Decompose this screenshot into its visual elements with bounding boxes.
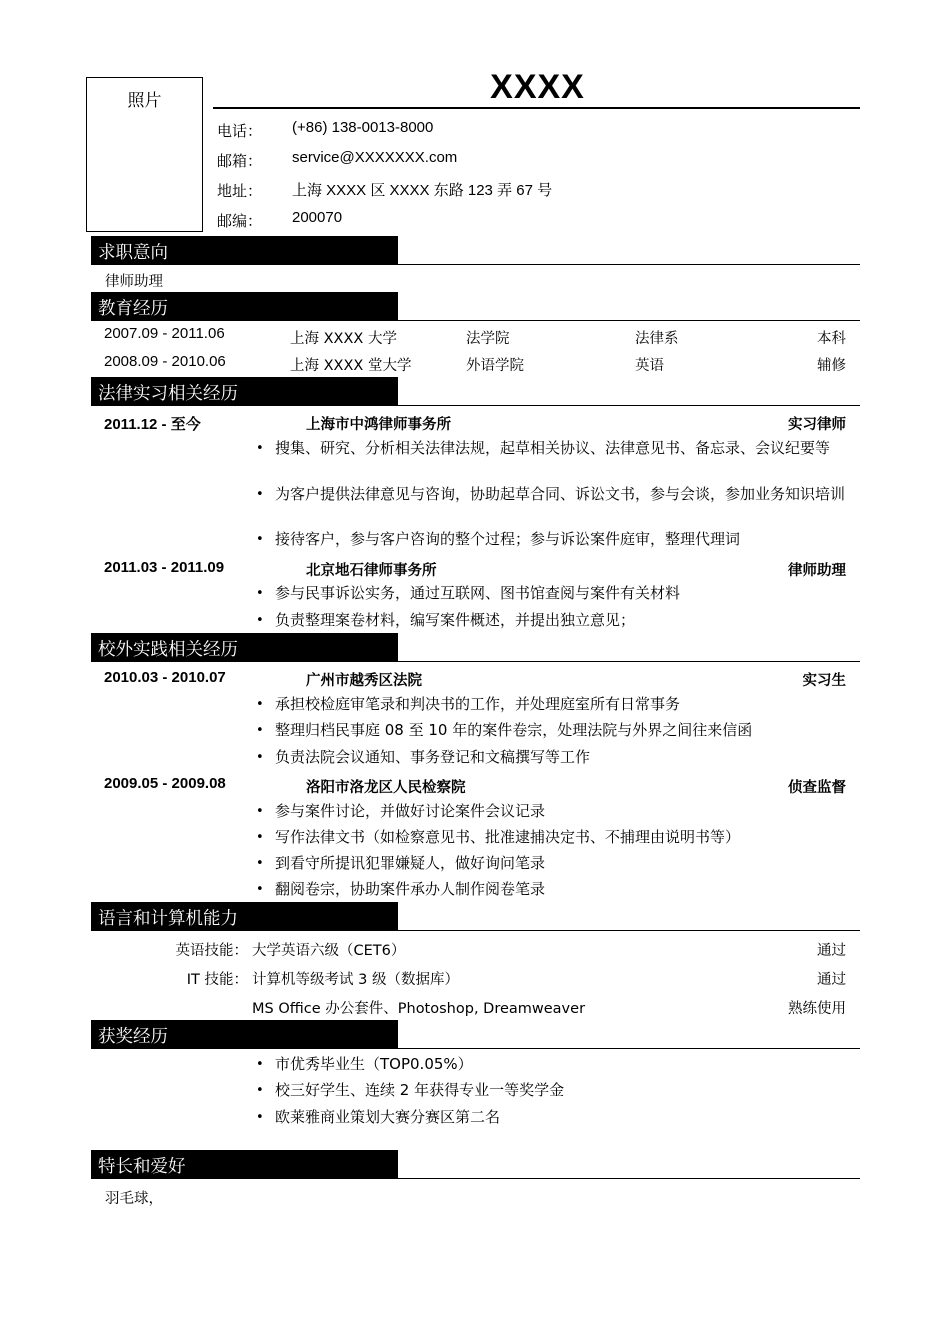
section-skills [91, 902, 860, 931]
address-value: 上海 XXXX 区 XXXX 东路 123 弄 67 号 [292, 182, 553, 199]
postcode-value: 200070 [292, 209, 343, 226]
objective-text: 律师助理 [105, 274, 163, 290]
section-title: 校外实践相关经历 [98, 640, 238, 660]
bullet-icon: • [256, 1110, 264, 1125]
job-bullet: 接待客户，参与客户咨询的整个过程；参与诉讼案件庭审，整理代理词 [275, 530, 741, 548]
bullet-icon: • [256, 804, 264, 819]
section-education [91, 292, 860, 321]
bullet-icon: • [256, 856, 264, 871]
job-bullet: 参与案件讨论，并做好讨论案件会议记录 [275, 802, 546, 820]
job-role: 实习生 [802, 673, 846, 689]
edu-degree: 本科 [817, 331, 846, 347]
edu-college: 外语学院 [466, 358, 524, 374]
email-value: service@XXXXXXX.com [292, 149, 458, 166]
section-title: 获奖经历 [98, 1027, 168, 1047]
job-bullet: 承担校检庭审笔录和判决书的工作，并处理庭室所有日常事务 [275, 695, 681, 713]
bullet-icon: • [256, 882, 264, 897]
header-rule [213, 107, 860, 109]
phone-label: 电话： [217, 122, 263, 140]
edu-major: 英语 [635, 358, 664, 374]
job-role: 律师助理 [788, 563, 846, 579]
skill-level: 通过 [817, 943, 846, 959]
edu-period: 2008.09 - 2010.06 [104, 353, 226, 370]
job-period: 2011.12 - 至今 [104, 416, 201, 433]
address-label: 地址： [217, 182, 263, 200]
job-role: 侦查监督 [788, 780, 846, 796]
job-period: 2010.03 - 2010.07 [104, 669, 226, 686]
section-title: 特长和爱好 [98, 1157, 186, 1177]
section-title: 语言和计算机能力 [98, 909, 238, 929]
job-bullet: 翻阅卷宗，协助案件承办人制作阅卷笔录 [275, 880, 546, 898]
hobbies-text: 羽毛球， [105, 1191, 163, 1207]
job-org: 洛阳市洛龙区人民检察院 [306, 780, 466, 796]
job-period: 2009.05 - 2009.08 [104, 775, 226, 792]
job-org: 北京地石律师事务所 [306, 563, 437, 579]
skill-item: MS Office 办公套件、Photoshop, Dreamweaver [252, 1001, 586, 1017]
candidate-name: XXXX [490, 68, 585, 106]
skill-label: 英语技能： [175, 943, 248, 959]
bullet-icon: • [256, 1057, 264, 1072]
edu-major: 法律系 [635, 331, 679, 347]
postcode-label: 邮编： [217, 212, 263, 230]
job-bullet: 负责法院会议通知、事务登记和文稿撰写等工作 [275, 748, 591, 766]
job-bullet: 写作法律文书（如检察意见书、批准逮捕决定书、不捕理由说明书等） [275, 828, 741, 846]
skill-item: 大学英语六级（CET6） [252, 943, 406, 959]
award-item: 欧莱雅商业策划大赛分赛区第二名 [275, 1108, 501, 1126]
email-label: 邮箱： [217, 152, 263, 170]
edu-school: 上海 XXXX 大学 [290, 331, 397, 347]
bullet-icon: • [256, 723, 264, 738]
bullet-icon: • [256, 830, 264, 845]
section-external-practice [91, 633, 860, 662]
bullet-icon: • [256, 441, 264, 456]
job-bullet: 为客户提供法律意见与咨询，协助起草合同、诉讼文书，参与会谈，参加业务知识培训 [275, 485, 846, 503]
award-item: 市优秀毕业生（TOP0.05%） [275, 1055, 473, 1073]
bullet-icon: • [256, 586, 264, 601]
bullet-icon: • [256, 613, 264, 628]
section-title: 法律实习相关经历 [98, 384, 238, 404]
job-org: 上海市中鸿律师事务所 [306, 417, 451, 433]
skill-level: 通过 [817, 972, 846, 988]
job-bullet: 搜集、研究、分析相关法律法规，起草相关协议、法律意见书、备忘录、会议纪要等 [275, 439, 831, 457]
edu-school: 上海 XXXX 堂大学 [290, 358, 412, 374]
job-bullet: 参与民事诉讼实务，通过互联网、图书馆查阅与案件有关材料 [275, 584, 681, 602]
skill-level: 熟练使用 [788, 1001, 846, 1017]
section-awards [91, 1020, 860, 1049]
edu-period: 2007.09 - 2011.06 [104, 325, 225, 342]
section-title: 教育经历 [98, 299, 168, 319]
skill-item: 计算机等级考试 3 级（数据库） [252, 972, 459, 988]
bullet-icon: • [256, 532, 264, 547]
bullet-icon: • [256, 1083, 264, 1098]
job-role: 实习律师 [788, 417, 846, 433]
skill-label: IT 技能： [186, 972, 248, 988]
job-bullet: 整理归档民事庭 08 至 10 年的案件卷宗，处理法院与外界之间往来信函 [275, 721, 753, 739]
photo-label: 照片 [127, 91, 162, 111]
section-objective [91, 236, 860, 265]
section-title: 求职意向 [98, 243, 168, 263]
edu-degree: 辅修 [817, 358, 846, 374]
award-item: 校三好学生、连续 2 年获得专业一等奖学金 [275, 1081, 565, 1099]
section-legal-internship [91, 377, 860, 406]
bullet-icon: • [256, 487, 264, 502]
bullet-icon: • [256, 697, 264, 712]
section-hobbies [91, 1150, 860, 1179]
job-period: 2011.03 - 2011.09 [104, 559, 225, 576]
job-org: 广州市越秀区法院 [306, 673, 422, 689]
job-bullet: 到看守所提讯犯罪嫌疑人，做好询问笔录 [275, 854, 546, 872]
bullet-icon: • [256, 750, 264, 765]
photo-placeholder [86, 77, 203, 232]
edu-college: 法学院 [466, 331, 510, 347]
phone-value: (+86) 138-0013-8000 [292, 119, 434, 136]
job-bullet: 负责整理案卷材料，编写案件概述，并提出独立意见； [275, 611, 636, 629]
